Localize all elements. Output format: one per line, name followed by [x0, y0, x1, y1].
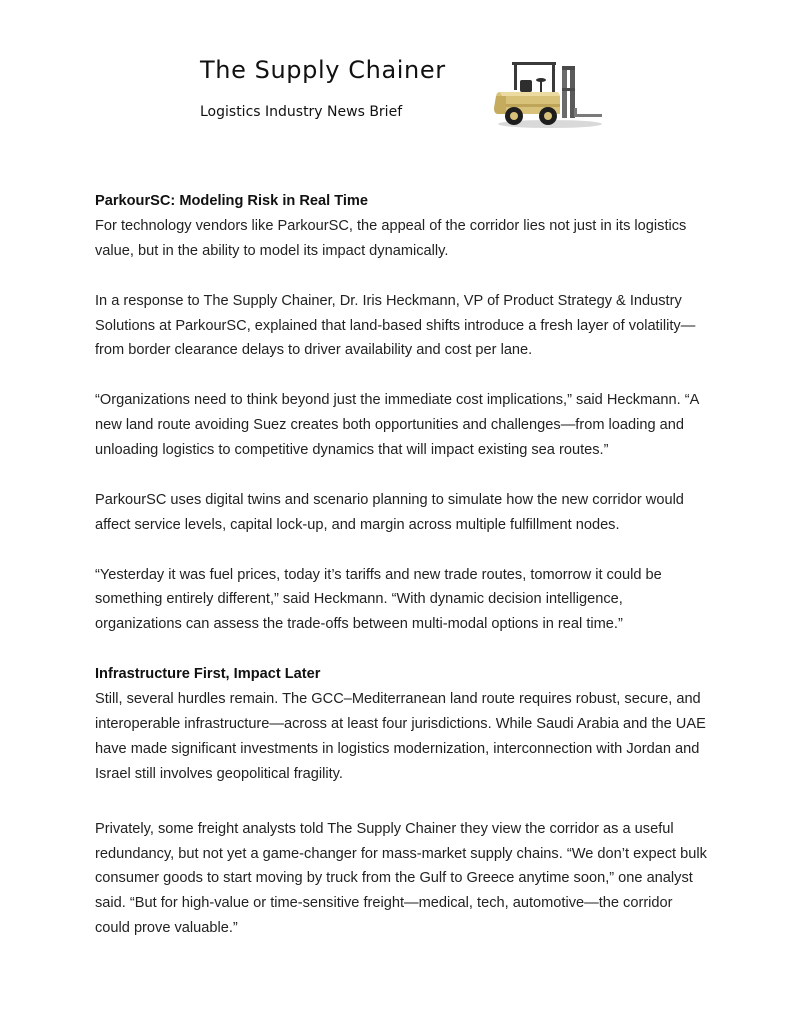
publication-title: The Supply Chainer — [200, 56, 446, 84]
paragraph: ParkourSC uses digital twins and scenario planning to simulate how the new corridor would affect service levels, capital lock-up, and margin across multiple fulfillment nodes. — [95, 491, 684, 533]
paragraph: For technology vendors like ParkourSC, the appeal of the corridor lies not just in its logistics value, but in the ability to model its impact dynamically. — [95, 217, 687, 259]
paragraph: In a response to The Supply Chainer, Dr. Iris Heckmann, VP of Product Strategy & Industry Solutions at ParkourSC, explained that land-based shifts introduce a fresh layer of volatility—from border clearance delays to driver availability and cost per lane. — [95, 292, 696, 359]
paragraph: “Organizations need to think beyond just the immediate cost implications,” said Heckmann. “A new land route avoiding Suez creates both opportunities and challenges—from loading and unloading logistics to competitive dynamics that will impact existing sea routes.” — [95, 392, 699, 459]
forklift-icon — [492, 58, 604, 130]
publication-subtitle: Logistics Industry News Brief — [200, 104, 403, 120]
article-body — [95, 189, 710, 941]
masthead — [200, 56, 620, 136]
paragraph: Privately, some freight analysts told The Supply Chainer they view the corridor as a useful redundancy, but not yet a game-changer for mass-market supply chains. “We don’t expect bulk consumer goods to start moving by truck from the Gulf to Greece anytime soon,” one analyst said. “But for high-value or time-sensitive freight—medical, tech, automotive—the corridor could prove valuable.” — [95, 820, 707, 937]
section-heading: ParkourSC: Modeling Risk in Real Time — [95, 193, 369, 209]
paragraph: Still, several hurdles remain. The GCC–Mediterranean land route requires robust, secure, and interoperable infrastructure—across at least four jurisdictions. While Saudi Arabia and the UAE have made significant investments in logistics modernization, interconnection with Jordan and Israel still involves geopolitical fragility. — [95, 691, 706, 782]
section-heading: Infrastructure First, Impact Later — [95, 666, 321, 683]
paragraph: “Yesterday it was fuel prices, today it’s tariffs and new trade routes, tomorrow it could be something entirely different,” said Heckmann. “With dynamic decision intelligence, organizations can assess the trade-offs between multi-modal options in real time.” — [95, 566, 662, 633]
